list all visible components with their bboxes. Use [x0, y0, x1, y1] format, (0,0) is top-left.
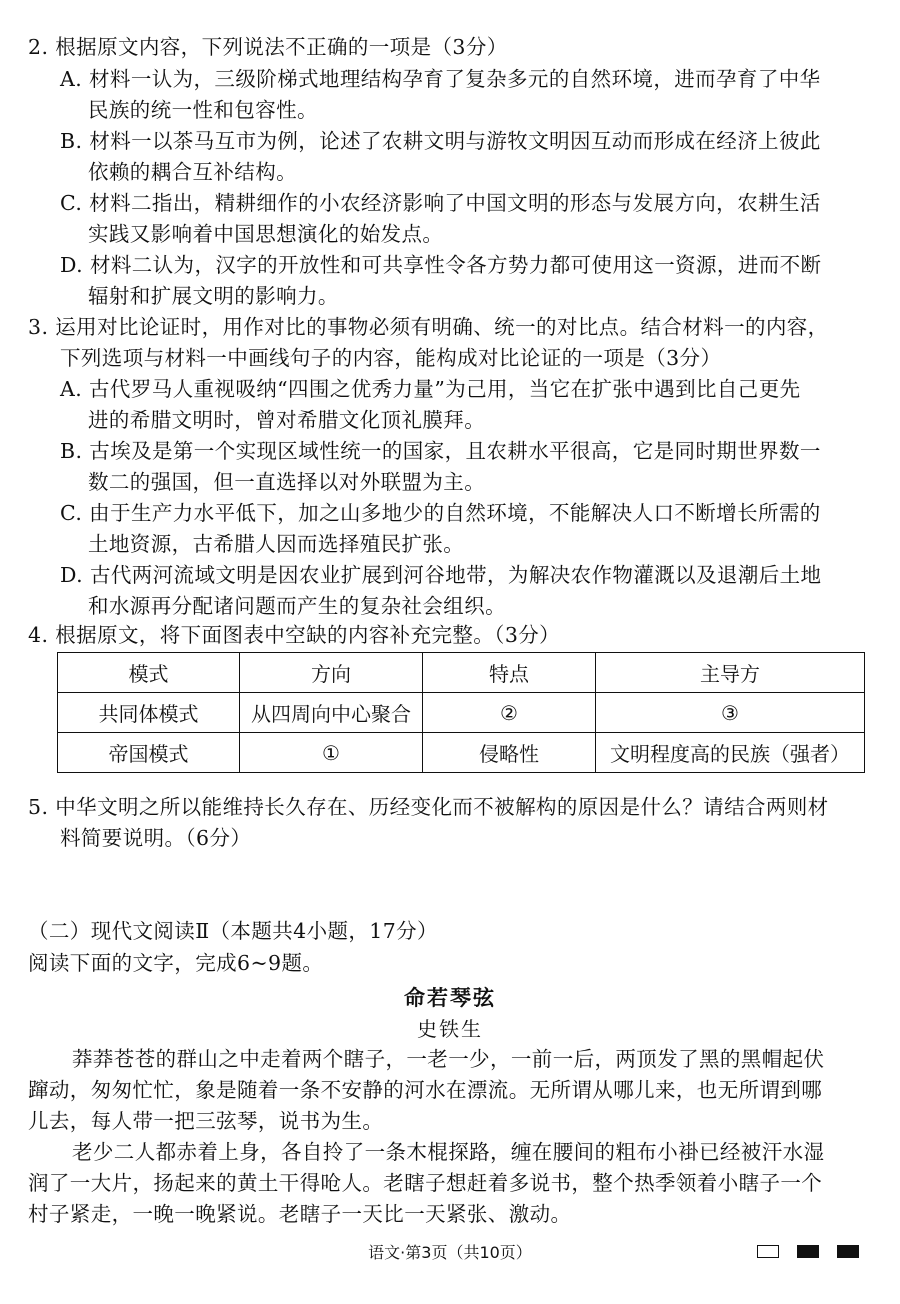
q2-option-d-line1: D. 材料二认为，汉字的开放性和可共享性令各方势力都可使用这一资源，进而不断 [60, 253, 822, 277]
q3-option-b-line2: 数二的强国，但一直选择以对外联盟为主。 [88, 470, 486, 494]
page-footer: 语文·第3页（共10页） [368, 1243, 532, 1262]
table-header-cell: 模式 [58, 653, 240, 693]
solid-square-mark-icon [797, 1245, 819, 1258]
q3-option-a-line1: A. 古代罗马人重视吸纳“四围之优秀力量”为己用，当它在扩张中遇到比自己更先 [60, 377, 801, 401]
q2-option-c-line2: 实践又影响着中国思想演化的始发点。 [88, 222, 444, 246]
paragraph-1-line3: 儿去，每人带一把三弦琴，说书为生。 [28, 1109, 384, 1133]
table-cell: 侵略性 [423, 733, 596, 773]
table-cell: 文明程度高的民族（强者） [596, 733, 865, 773]
q3-option-c-line1: C. 由于生产力水平低下，加之山多地少的自然环境，不能解决人口不断增长所需的 [60, 501, 821, 525]
table-cell: 帝国模式 [58, 733, 240, 773]
solid-square-mark-icon [837, 1245, 859, 1258]
paragraph-1-line2: 蹿动，匆匆忙忙，象是随着一条不安静的河水在漂流。无所谓从哪儿来，也无所谓到哪 [28, 1078, 823, 1102]
q2-option-a-line2: 民族的统一性和包容性。 [88, 98, 318, 122]
section-heading: （二）现代文阅读Ⅱ（本题共4小题，17分） [28, 919, 438, 943]
q3-option-c-line2: 土地资源，古希腊人因而选择殖民扩张。 [88, 532, 465, 556]
q5-stem-line1: 5. 中华文明之所以能维持长久存在、历经变化而不被解构的原因是什么？请结合两则材 [28, 795, 829, 819]
paragraph-2-line1: 老少二人都赤着上身，各自拎了一条木棍探路，缠在腰间的粗布小褂已经被汗水湿 [72, 1140, 825, 1164]
q3-option-d-line2: 和水源再分配诸问题而产生的复杂社会组织。 [88, 594, 506, 618]
q3-stem-line1: 3. 运用对比论证时，用作对比的事物必须有明确、统一的对比点。结合材料一的内容， [28, 315, 829, 339]
table-cell-blank: ② [423, 693, 596, 733]
q5-stem-line2: 料简要说明。（6分） [60, 826, 252, 850]
q2-option-b-line2: 依赖的耦合互补结构。 [88, 160, 297, 184]
table-header-row [58, 653, 865, 693]
paragraph-2-line3: 村子紧走，一晚一晚紧说。老瞎子一天比一天紧张、激动。 [28, 1202, 572, 1226]
hollow-square-mark-icon [757, 1245, 779, 1258]
table-cell: 共同体模式 [58, 693, 240, 733]
q3-option-a-line2: 进的希腊文明时，曾对希腊文化顶礼膜拜。 [88, 408, 486, 432]
q3-stem-line2: 下列选项与材料一中画线句子的内容，能构成对比论证的一项是（3分） [60, 346, 722, 370]
table-cell-blank: ① [240, 733, 423, 773]
paragraph-1-line1: 莽莽苍苍的群山之中走着两个瞎子，一老一少，一前一后，两顶发了黑的黑帽起伏 [72, 1047, 825, 1071]
q3-option-d-line1: D. 古代两河流域文明是因农业扩展到河谷地带，为解决农作物灌溉以及退潮后土地 [60, 563, 822, 587]
table-row [58, 693, 865, 733]
q2-option-b-line1: B. 材料一以茶马互市为例，论述了农耕文明与游牧文明因互动而形成在经济上彼此 [60, 129, 821, 153]
table-header-cell: 主导方 [596, 653, 865, 693]
table-cell-blank: ③ [596, 693, 865, 733]
q4-table [57, 652, 865, 773]
table-row [58, 733, 865, 773]
section-instruction: 阅读下面的文字，完成6~9题。 [28, 951, 324, 975]
q2-stem: 2. 根据原文内容，下列说法不正确的一项是（3分） [28, 35, 508, 59]
q3-option-b-line1: B. 古埃及是第一个实现区域性统一的国家，且农耕水平很高，它是同时期世界数一 [60, 439, 821, 463]
paragraph-2-line2: 润了一大片，扬起来的黄土干得呛人。老瞎子想赶着多说书，整个热季领着小瞎子一个 [28, 1171, 823, 1195]
q2-option-d-line2: 辐射和扩展文明的影响力。 [88, 284, 339, 308]
q4-stem: 4. 根据原文，将下面图表中空缺的内容补充完整。（3分） [28, 623, 561, 647]
table-header-cell: 特点 [423, 653, 596, 693]
table-header-cell: 方向 [240, 653, 423, 693]
q2-option-c-line1: C. 材料二指出，精耕细作的小农经济影响了中国文明的形态与发展方向，农耕生活 [60, 191, 821, 215]
article-author: 史铁生 [417, 1017, 483, 1041]
table-cell: 从四周向中心聚合 [240, 693, 423, 733]
article-title: 命若琴弦 [404, 985, 496, 1010]
q2-option-a-line1: A. 材料一认为，三级阶梯式地理结构孕育了复杂多元的自然环境，进而孕育了中华 [60, 67, 821, 91]
